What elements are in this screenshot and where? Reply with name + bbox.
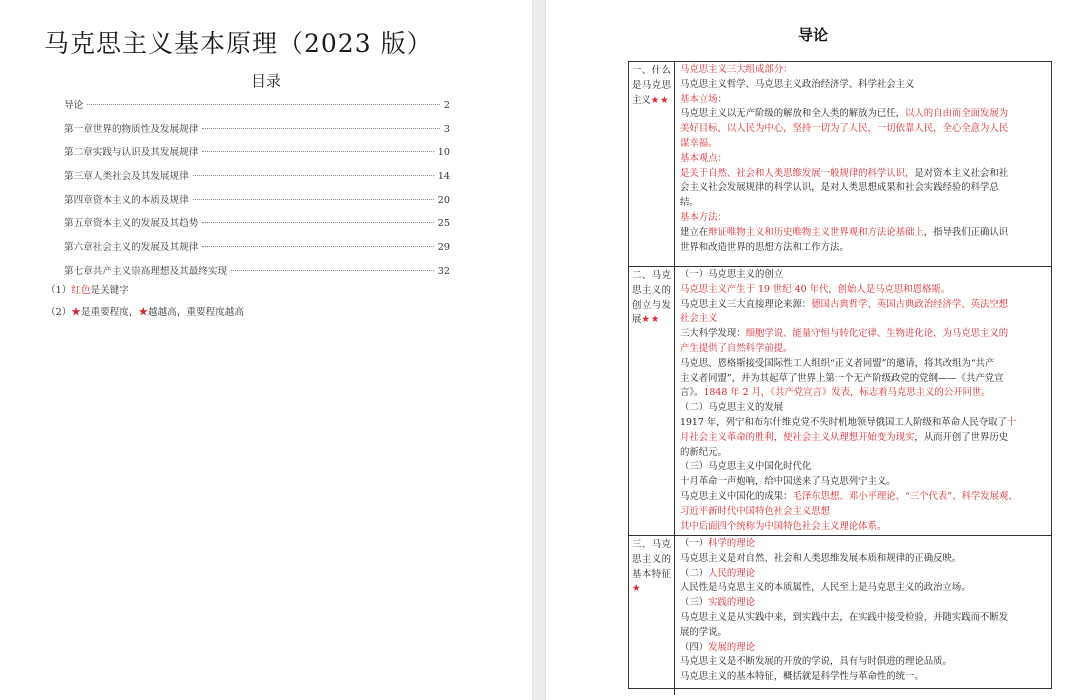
note-text: 是关键字 xyxy=(90,285,129,296)
content-table xyxy=(628,61,1052,689)
body-text: （一）马克思主义的创立 xyxy=(680,269,784,280)
note-number: （1） xyxy=(46,285,72,296)
keyword-text: 产生提供了自然科学前提。 xyxy=(680,342,793,354)
importance-stars: ★★ xyxy=(641,314,661,326)
toc-entry[interactable] xyxy=(64,168,450,192)
toc-leader-dots xyxy=(202,246,433,247)
content-line xyxy=(680,167,1046,182)
section-content-cell xyxy=(675,536,1051,695)
body-text: （二）马克思主义的发展 xyxy=(680,402,784,414)
content-line xyxy=(680,357,1046,372)
body-text: （三） xyxy=(680,597,709,609)
section-label: 一、什么是马克思主义 xyxy=(632,65,671,106)
content-line xyxy=(680,475,1046,490)
body-text: 的新纪元。 xyxy=(680,446,727,458)
keyword-text: 基本观点： xyxy=(680,152,727,164)
body-text: （一） xyxy=(680,538,709,549)
body-text: 是对资本主义社会和社 xyxy=(914,167,1009,179)
content-line xyxy=(680,78,1046,93)
body-text: 马克思主义三大直接理论来源： xyxy=(680,298,812,310)
page-gutter xyxy=(532,0,546,700)
section-label: 三、马克思主义的基本特征 xyxy=(632,539,671,580)
content-line xyxy=(680,401,1046,416)
body-text: 展的学说。 xyxy=(680,626,727,638)
keyword-text: 其中后面四个统称为中国特色社会主义理论体系。 xyxy=(680,520,887,532)
keyword-text: 马克思主义产生于 19 世纪 40 年代，创始人是马克思和恩格斯。 xyxy=(680,283,951,295)
toc-entry-title: 第七章共产主义崇高理想及其最终实现 xyxy=(64,265,228,277)
content-line xyxy=(680,211,1046,226)
content-line xyxy=(680,283,1046,298)
content-line xyxy=(680,655,1046,670)
section-content-cell xyxy=(675,267,1051,535)
content-line xyxy=(680,241,1046,256)
content-line xyxy=(680,581,1046,596)
section-label-cell xyxy=(629,536,675,695)
importance-stars: ★ xyxy=(632,583,642,595)
body-text: 马克思、恩格斯接受国际性工人组织“正义者同盟”的邀请，将其改组为“共产 xyxy=(680,357,995,369)
body-text: 三大科学发现： xyxy=(680,328,746,340)
toc-entry[interactable] xyxy=(64,215,450,239)
toc-entry-title: 第五章资本主义的发展及其趋势 xyxy=(64,218,199,230)
keyword-text: 基本方法： xyxy=(680,211,727,223)
content-line xyxy=(680,537,1046,552)
toc-entry[interactable] xyxy=(64,144,450,168)
content-line xyxy=(680,181,1046,196)
content-line xyxy=(680,552,1046,567)
right-page xyxy=(546,0,1080,700)
toc-page-number: 3 xyxy=(443,123,450,135)
section-content-cell xyxy=(675,62,1051,266)
note-stars xyxy=(46,304,244,326)
keyword-text: 社会主义 xyxy=(680,313,718,325)
section-label-cell xyxy=(629,62,675,266)
content-line xyxy=(680,641,1046,656)
keyword-text: 美好目标，以人民为中心，坚持一切为了人民，一切依靠人民，全心全意为人民 xyxy=(680,123,1009,135)
toc-entry[interactable] xyxy=(64,97,450,121)
keyword-text: 谋幸福。 xyxy=(680,137,718,149)
note-text: 是重要程度， xyxy=(80,307,139,318)
body-text: 会主义社会发展规律的科学认识，是对人类思想成果和社会实践经验的科学总 xyxy=(680,182,999,194)
content-line xyxy=(680,446,1046,461)
star-icon: ★ xyxy=(71,307,81,318)
content-line xyxy=(680,312,1046,327)
content-line xyxy=(680,431,1046,446)
toc-entry-title: 导论 xyxy=(64,100,84,111)
note-red-word: 红色 xyxy=(71,285,91,296)
body-text: （三）马克思主义中国化时代化 xyxy=(680,461,812,473)
keyword-text: 基本立场： xyxy=(680,93,727,105)
toc-leader-dots xyxy=(202,128,440,129)
content-line xyxy=(680,460,1046,475)
toc-heading: 目录 xyxy=(250,72,281,90)
toc-entry-title: 第三章人类社会及其发展规律 xyxy=(64,171,189,183)
section-label: 二、马克思主义的创立与发展 xyxy=(632,270,671,326)
body-text: 马克思主义中国化的成果： xyxy=(680,490,793,502)
content-line xyxy=(680,268,1046,283)
body-text: 结。 xyxy=(680,197,699,209)
keyword-text: 是关于自然、社会和人类思维发展一般规律的科学认识， xyxy=(680,167,915,179)
content-line xyxy=(680,342,1046,357)
content-line xyxy=(680,327,1046,342)
content-line xyxy=(680,372,1046,387)
content-line xyxy=(680,416,1046,431)
toc-leader-dots xyxy=(231,270,434,271)
body-text: 马克思主义哲学、马克思主义政治经济学、科学社会主义 xyxy=(680,78,915,90)
chapter-title: 导论 xyxy=(797,26,828,44)
keyword-text: 人民的理论 xyxy=(708,567,756,579)
content-line xyxy=(680,520,1046,535)
toc-page-number: 10 xyxy=(437,147,450,159)
body-text: ，从而开创了世界历史 xyxy=(914,431,1009,443)
star-icon: ★ xyxy=(138,307,149,318)
note-keyword xyxy=(46,282,244,304)
keyword-text: 毛泽东思想、邓小平理论、“三个代表”、科学发展观、 xyxy=(792,490,1018,502)
keyword-text: 1848 年 2 月，《共产党宣言》发表，标志着马克思主义的公开问世。 xyxy=(703,387,991,399)
toc-entry-title: 第二章实践与认识及其发展规律 xyxy=(64,147,199,159)
toc-page-number: 32 xyxy=(437,265,450,277)
body-text: 马克思主义是从实践中来，到实践中去，在实践中接受检验，并随实践而不断发 xyxy=(680,611,1009,623)
toc-entry-title: 第四章资本主义的本质及规律 xyxy=(64,194,189,206)
body-text: 马克思主义以无产阶级的解放和全人类的解放为已任， xyxy=(680,108,906,120)
body-text: 建立在 xyxy=(680,226,709,238)
content-line xyxy=(680,63,1046,78)
content-line xyxy=(680,226,1046,241)
keyword-text: 习近平新时代中国特色社会主义思想 xyxy=(680,505,831,517)
body-text: （四） xyxy=(680,641,709,653)
keyword-text: 以人的自由而全面发展为 xyxy=(905,108,1009,120)
body-text: 世界和改造世界的思想方法和工作方法。 xyxy=(680,241,849,253)
document-title: 马克思主义基本原理（2023 版） xyxy=(44,29,433,58)
legend-notes xyxy=(46,282,244,326)
body-text: 十月革命一声炮响，给中国送来了马克思列宁主义。 xyxy=(680,476,896,488)
keyword-text: 科学的理论 xyxy=(708,538,756,549)
toc-page-number: 25 xyxy=(437,218,450,230)
content-line xyxy=(680,93,1046,108)
body-text: 1917 年，列宁和布尔什维克党不失时机地领导俄国工人阶级和革命人民夺取了 xyxy=(680,416,1007,428)
keyword-text: 细胞学说、能量守恒与转化定律、生物进化论，为马克思主义的 xyxy=(745,328,1009,340)
toc-page-number: 20 xyxy=(437,194,450,206)
body-text: ，指导我们正确认识 xyxy=(923,226,1009,238)
content-line xyxy=(680,626,1046,641)
keyword-text: 实践的理论 xyxy=(708,597,756,609)
toc-page-number: 14 xyxy=(437,171,450,183)
content-line xyxy=(680,611,1046,626)
body-text: 马克思主义是对自然、社会和人类思维发展本质和规律的正确反映。 xyxy=(680,552,962,564)
toc-entry[interactable] xyxy=(64,192,450,216)
content-line xyxy=(680,505,1046,520)
keyword-text: 辩证唯物主义和历史唯物主义世界观和方法论基础上 xyxy=(708,226,924,238)
table-of-contents xyxy=(64,97,450,287)
table-row xyxy=(629,62,1051,266)
keyword-text: 发展的理论 xyxy=(708,641,756,653)
toc-page-number: 2 xyxy=(443,100,450,111)
toc-entry-title: 第一章世界的物质性及发展规律 xyxy=(64,123,199,135)
toc-leader-dots xyxy=(193,175,434,176)
keyword-text: 月社会主义革命的胜利，使社会主义从理想开始变为现实 xyxy=(680,431,915,443)
table-row xyxy=(629,535,1051,695)
section-label-cell xyxy=(629,267,675,535)
toc-leader-dots xyxy=(202,222,433,223)
keyword-text: 十 xyxy=(1006,416,1017,428)
content-line xyxy=(680,567,1046,582)
left-page xyxy=(0,0,532,700)
toc-entry[interactable] xyxy=(64,239,450,263)
note-text: 越越高，重要程度越高 xyxy=(148,307,244,318)
toc-entry[interactable] xyxy=(64,121,450,145)
content-line xyxy=(680,670,1046,685)
toc-entry-title: 第六章社会主义的发展及其规律 xyxy=(64,242,199,254)
toc-page-number: 29 xyxy=(437,242,450,254)
content-line xyxy=(680,298,1046,313)
body-text: 人民性是马克思主义的本质属性，人民至上是马克思主义的政治立场。 xyxy=(680,582,971,594)
content-line xyxy=(680,386,1046,401)
keyword-text: 马克思主义三大组成部分： xyxy=(680,64,793,75)
toc-leader-dots xyxy=(87,104,440,105)
body-text: 马克思主义的基本特征，概括就是科学性与革命性的统一。 xyxy=(680,671,924,683)
importance-stars: ★★ xyxy=(650,94,670,106)
body-text: 马克思主义是不断发展的开放的学说，具有与时俱进的理论品质。 xyxy=(680,656,952,668)
table-row xyxy=(629,266,1051,535)
toc-leader-dots xyxy=(193,199,434,200)
content-line xyxy=(680,152,1046,167)
content-line xyxy=(680,107,1046,122)
note-number: （2） xyxy=(46,307,72,318)
keyword-text: 德国古典哲学、英国古典政治经济学、英法空想 xyxy=(811,298,1009,310)
content-line xyxy=(680,596,1046,611)
body-text: 主义者同盟”，并为其起草了世界上第一个无产阶级政党的党纲——《共产党宣 xyxy=(680,372,1004,384)
body-text: （二） xyxy=(680,567,709,579)
content-line xyxy=(680,122,1046,137)
content-line xyxy=(680,490,1046,505)
toc-leader-dots xyxy=(202,151,433,152)
content-line xyxy=(680,196,1046,211)
body-text: 言》。 xyxy=(680,387,704,399)
content-line xyxy=(680,137,1046,152)
